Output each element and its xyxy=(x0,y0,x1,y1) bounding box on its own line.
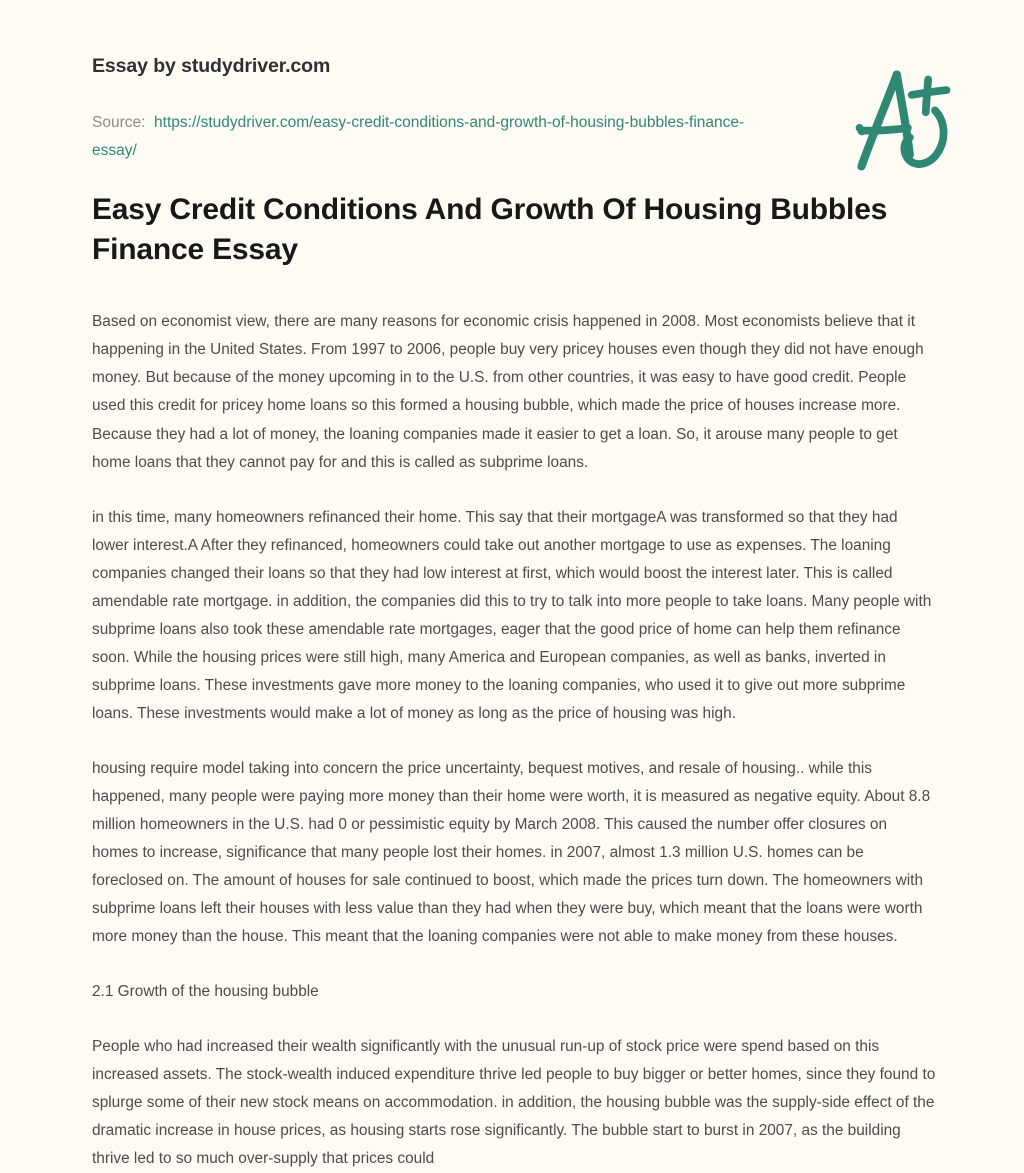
section-heading: 2.1 Growth of the housing bubble xyxy=(92,983,319,1001)
source-url-link[interactable]: https://studydriver.com/easy-credit-conditions-and-growth-of-housing-bubbles-finance-essay/ xyxy=(92,114,745,159)
article xyxy=(0,190,1024,1173)
body-paragraph: housing require model taking into concern the price uncertainty, bequest motives, and resale of housing.. while this happened, many people were paying more money than their home were worth, it is measured as negative equity. About 8.8 million homeowners in the U.S. had 0 or pessimistic equity by March 2008. This caused the number offer closures on homes to increase, significance that many people lost their homes. in 2007, almost 1.3 million U.S. homes can be foreclosed on. The amount of houses for sale continued to boost, which made the prices turn down. The homeowners with subprime loans left their houses with less value than they had when they were buy, which meant that the loans were worth more money than the house. This meant that the loaning companies were not able to make money from these houses. xyxy=(92,759,931,945)
body-paragraph: Based on economist view, there are many reasons for economic crisis happened in 2008. Most economists believe that it happening in the United States. From 1997 to 2006, people buy very pricey houses even though they did not have enough money. But because of the money upcoming in to the U.S. from other countries, it was easy to have good credit. People used this credit for pricey home loans so this formed a housing bubble, which made the price of houses increase more. Because they had a lot of money, the loaning companies made it easier to get a loan. So, it arouse many people to get home loans that they cannot pay for and this is called as subprime loans. xyxy=(92,313,924,471)
page-header xyxy=(0,0,1024,190)
body-paragraph: People who had increased their wealth significantly with the unusual run-up of stock price were spend based on this increased assets. The stock-wealth induced expenditure thrive led people to buy bigger or better homes, since they found to splurge some of their new stock means on accommodation. in addition, the housing bubble was the supply-side effect of the dramatic increase in house prices, as housing starts rose significantly. The bubble start to burst in 2007, as the building thrive led to so much over-supply that prices could xyxy=(92,1038,936,1168)
a-plus-logo-icon xyxy=(846,62,962,180)
brand-line: Essay by studydriver.com xyxy=(92,55,331,77)
page-title: Easy Credit Conditions And Growth Of Housing Bubbles Finance Essay xyxy=(92,193,888,267)
article-body xyxy=(92,308,960,1173)
body-paragraph: in this time, many homeowners refinanced their home. This say that their mortgageA was transformed so that they had lower interest.A After they refinanced, homeowners could take out another mortgage to use as expenses. The loaning companies changed their loans so that they had low interest at first, which would boost the interest later. This is called amendable rate mortgage. in addition, the companies did this to try to talk into more people to take loans. Many people with subprime loans also took these amendable rate mortgages, eager that the good price of home can help them refinance soon. While the housing prices were still high, many America and European companies, as well as banks, inverted in subprime loans. These investments gave more money to the loaning companies, who used it to give out more subprime loans. These investments would make a lot of money as long as the price of housing was high. xyxy=(92,508,932,722)
source-block xyxy=(92,109,752,164)
source-label: Source: xyxy=(92,114,146,132)
